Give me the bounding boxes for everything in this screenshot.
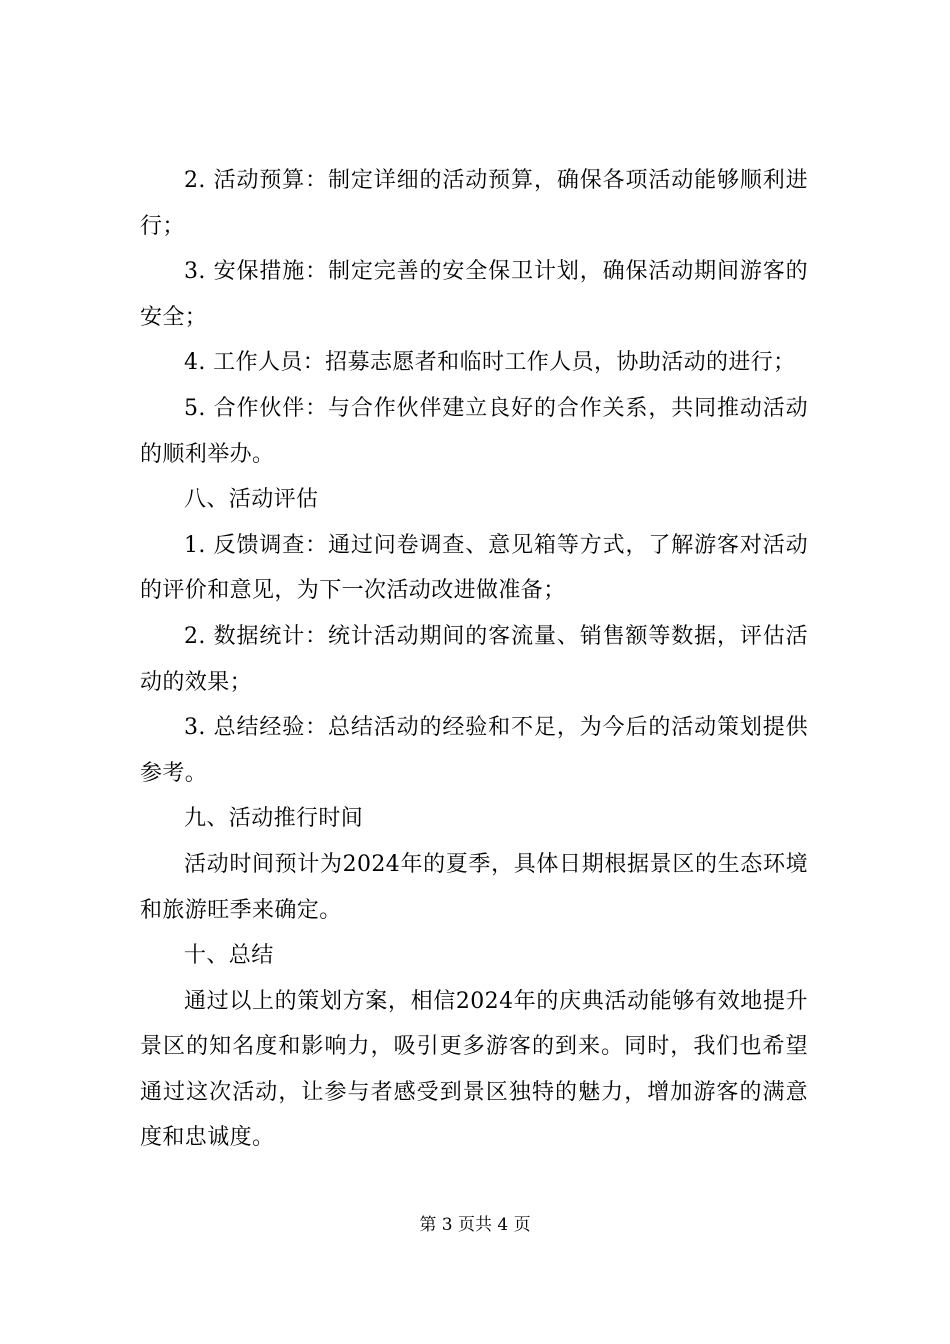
list-item-summary-experience: 3. 总结经验：总结活动的经验和不足，为今后的活动策划提供参考。 [140, 715, 808, 786]
list-item-partners: 5. 合作伙伴：与合作伙伴建立良好的合作关系，共同推动活动的顺利举办。 [140, 395, 808, 467]
section-heading-schedule: 九、活动推行时间 [184, 806, 364, 832]
section-heading-evaluation: 八、活动评估 [184, 487, 319, 513]
list-item-budget: 2. 活动预算：制定详细的活动预算，确保各项活动能够顺利进行； [140, 168, 808, 239]
list-item-security: 3. 安保措施：制定完善的安全保卫计划，确保活动期间游客的安全； [140, 259, 808, 330]
document-body [140, 158, 808, 1161]
paragraph-conclusion: 通过以上的策划方案，相信2024年的庆典活动能够有效地提升景区的知名度和影响力，吸引更多游客的到来。同时，我们也希望通过这次活动，让参与者感受到景区独特的魅力，增加游客的满意度和忠诚度。 [140, 988, 808, 1151]
list-item-staff: 4. 工作人员：招募志愿者和临时工作人员，协助活动的进行； [184, 350, 796, 376]
list-item-statistics: 2. 数据统计：统计活动期间的客流量、销售额等数据，评估活动的效果； [140, 623, 808, 695]
section-heading-conclusion: 十、总结 [184, 943, 274, 969]
page-footer: 第 3 页共 4 页 [419, 1215, 531, 1235]
list-item-feedback: 1. 反馈调查：通过问卷调查、意见箱等方式，了解游客对活动的评价和意见，为下一次活动改进做准备； [140, 532, 808, 604]
paragraph-schedule: 活动时间预计为2024年的夏季，具体日期根据景区的生态环境和旅游旺季来确定。 [140, 851, 808, 923]
